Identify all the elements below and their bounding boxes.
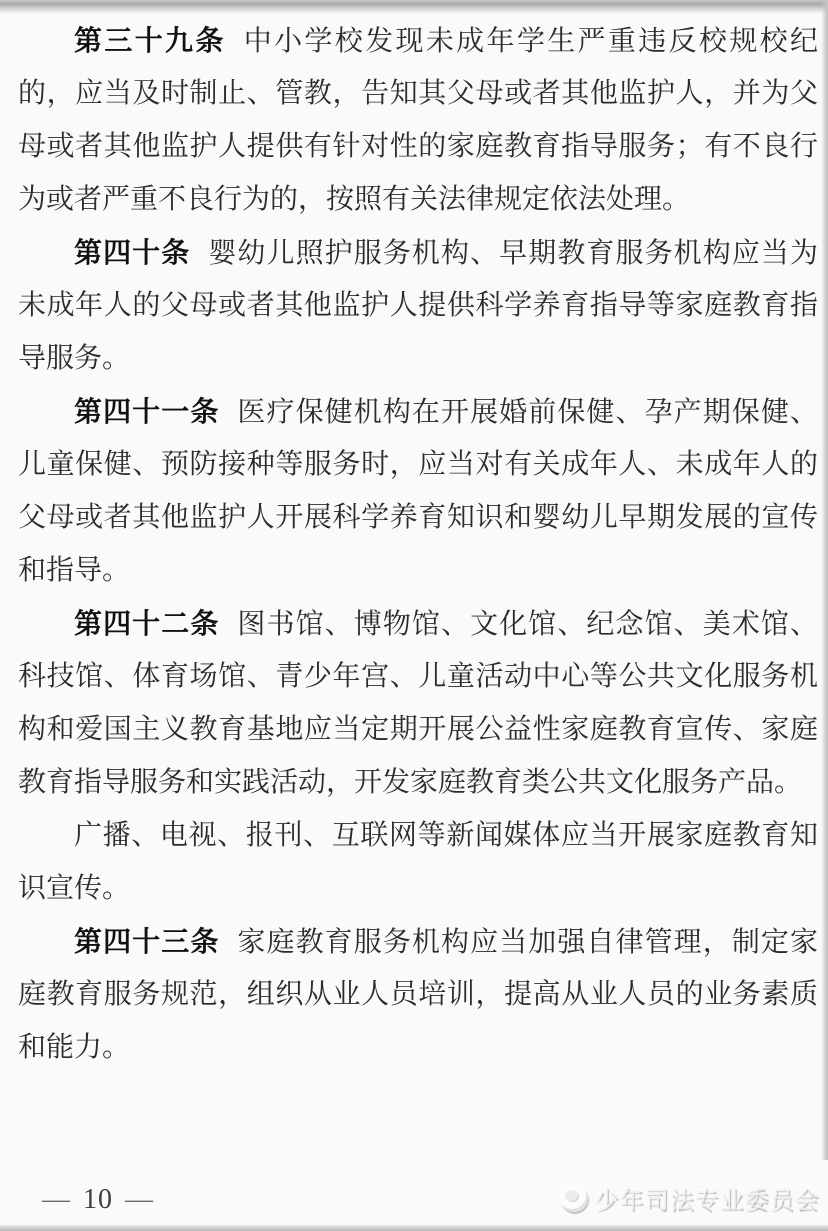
article-40-number: 第四十条 bbox=[74, 237, 191, 268]
article-40-line-2: 未成年人的父母或者其他监护人提供科学养育指导等家庭教育指 bbox=[18, 290, 818, 321]
article-41-line-2: 儿童保健、预防接种等服务时，应当对有关成年人、未成年人的 bbox=[18, 449, 818, 480]
article-41-line-4: 和指导。 bbox=[18, 555, 131, 586]
article-42-media-paragraph bbox=[18, 809, 818, 915]
document-body bbox=[18, 14, 818, 1074]
article-39 bbox=[18, 14, 818, 226]
committee-watermark bbox=[560, 1180, 820, 1215]
committee-watermark-text: 少年司法专业委员会 bbox=[595, 1188, 820, 1214]
article-42-number: 第四十二条 bbox=[74, 608, 220, 639]
article-43-line-3: 和能力。 bbox=[18, 1032, 131, 1063]
scan-right-edge bbox=[821, 0, 828, 1160]
article-39-line-3: 母或者其他监护人提供有针对性的家庭教育指导服务；有不良行 bbox=[18, 131, 818, 162]
media-paragraph-line-1: 广播、电视、报刊、互联网等新闻媒体应当开展家庭教育知 bbox=[74, 820, 818, 851]
scan-top-edge bbox=[0, 0, 828, 14]
article-39-line-1 bbox=[18, 14, 818, 67]
article-41-line-3: 父母或者其他监护人开展科学养育知识和婴幼儿早期发展的宣传 bbox=[18, 502, 818, 533]
article-42-text: 图书馆、博物馆、文化馆、纪念馆、美术馆、 bbox=[237, 609, 818, 640]
article-40-line-1 bbox=[18, 226, 818, 279]
article-43-line-1 bbox=[18, 915, 818, 968]
page-footer bbox=[0, 1172, 828, 1222]
article-42-line-1 bbox=[18, 597, 818, 650]
article-43-line-2: 庭教育服务规范，组织从业人员培训，提高从业人员的业务素质 bbox=[18, 979, 818, 1010]
article-41-number: 第四十一条 bbox=[74, 396, 220, 427]
article-43 bbox=[18, 915, 818, 1074]
article-42-line-3: 构和爱国主义教育基地应当定期开展公益性家庭教育宣传、家庭 bbox=[18, 714, 818, 745]
article-39-number: 第三十九条 bbox=[74, 25, 226, 56]
article-39-line-2: 的，应当及时制止、管教，告知其父母或者其他监护人，并为父 bbox=[18, 78, 818, 109]
page-number-dash-right: — bbox=[125, 1184, 154, 1215]
article-42 bbox=[18, 597, 818, 809]
article-39-text: 中小学校发现未成年学生严重违反校规校纪 bbox=[243, 26, 818, 57]
page-number-value: 10 bbox=[83, 1184, 113, 1215]
page-number bbox=[30, 1184, 166, 1216]
article-40-text: 婴幼儿照护服务机构、早期教育服务机构应当为 bbox=[208, 238, 818, 269]
media-paragraph-line-2: 识宣传。 bbox=[18, 873, 131, 904]
committee-logo-icon bbox=[560, 1184, 588, 1212]
article-40 bbox=[18, 226, 818, 385]
article-42-line-2: 科技馆、体育场馆、青少年宫、儿童活动中心等公共文化服务机 bbox=[18, 661, 818, 692]
article-43-number: 第四十三条 bbox=[74, 926, 220, 957]
article-43-text: 家庭教育服务机构应当加强自律管理，制定家 bbox=[237, 927, 818, 958]
article-41-line-1 bbox=[18, 385, 818, 438]
article-42-line-4: 教育指导服务和实践活动，开发家庭教育类公共文化服务产品。 bbox=[18, 767, 803, 798]
article-39-line-4: 为或者严重不良行为的，按照有关法律规定依法处理。 bbox=[18, 184, 691, 215]
scan-bottom-edge bbox=[0, 1225, 828, 1231]
article-40-line-3: 导服务。 bbox=[18, 343, 131, 374]
page-number-dash-left: — bbox=[42, 1184, 71, 1215]
article-41-text: 医疗保健机构在开展婚前保健、孕产期保健、 bbox=[237, 397, 818, 428]
article-41 bbox=[18, 385, 818, 597]
